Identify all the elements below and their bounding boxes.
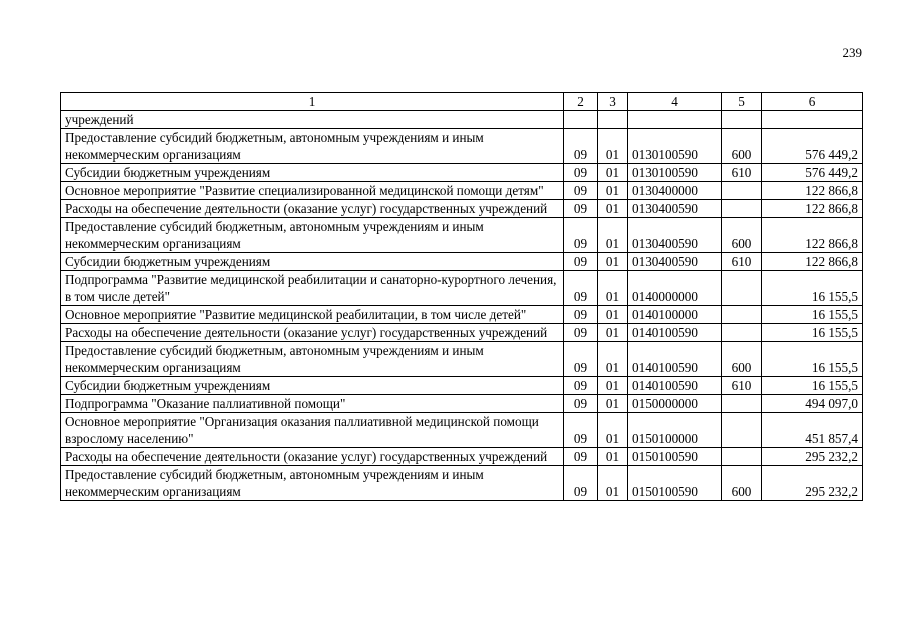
amount: 16 155,5 [762,324,863,342]
subsection-code: 01 [598,253,628,271]
subsection-code: 01 [598,200,628,218]
table-row [61,377,863,395]
section-code: 09 [564,448,598,466]
column-header-6: 6 [762,93,863,111]
amount: 16 155,5 [762,377,863,395]
expense-type-code: 610 [722,164,762,182]
subsection-code: 01 [598,164,628,182]
subsection-code: 01 [598,413,628,448]
table-row [61,324,863,342]
row-description: Основное мероприятие "Развитие медицинской реабилитации, в том числе детей" [61,306,564,324]
target-article-code: 0130400590 [628,200,722,218]
subsection-code: 01 [598,182,628,200]
table-row [61,129,863,164]
expense-type-code: 600 [722,129,762,164]
table-row [61,164,863,182]
amount: 295 232,2 [762,448,863,466]
row-description: учреждений [61,111,564,129]
amount: 16 155,5 [762,342,863,377]
expense-type-code [722,182,762,200]
budget-table [60,92,863,501]
row-description: Предоставление субсидий бюджетным, автономным учреждениям и иным некоммерческим организациям [61,129,564,164]
target-article-code: 0130100590 [628,129,722,164]
section-code: 09 [564,342,598,377]
section-code: 09 [564,306,598,324]
row-description: Расходы на обеспечение деятельности (оказание услуг) государственных учреждений [61,200,564,218]
target-article-code: 0130400000 [628,182,722,200]
amount: 16 155,5 [762,306,863,324]
amount: 16 155,5 [762,271,863,306]
subsection-code: 01 [598,377,628,395]
amount: 576 449,2 [762,129,863,164]
section-code: 09 [564,413,598,448]
target-article-code: 0150000000 [628,395,722,413]
subsection-code: 01 [598,448,628,466]
subsection-code [598,111,628,129]
target-article-code: 0140000000 [628,271,722,306]
expense-type-code: 600 [722,466,762,501]
column-header-3: 3 [598,93,628,111]
row-description: Основное мероприятие "Организация оказания паллиативной медицинской помощи взрослому населению" [61,413,564,448]
column-header-1: 1 [61,93,564,111]
amount: 295 232,2 [762,466,863,501]
row-description: Предоставление субсидий бюджетным, автономным учреждениям и иным некоммерческим организациям [61,342,564,377]
expense-type-code [722,395,762,413]
target-article-code: 0150100590 [628,448,722,466]
row-description: Предоставление субсидий бюджетным, автономным учреждениям и иным некоммерческим организациям [61,218,564,253]
subsection-code: 01 [598,395,628,413]
amount: 122 866,8 [762,253,863,271]
target-article-code [628,111,722,129]
subsection-code: 01 [598,342,628,377]
amount: 576 449,2 [762,164,863,182]
subsection-code: 01 [598,129,628,164]
subsection-code: 01 [598,324,628,342]
expense-type-code: 610 [722,377,762,395]
table-row [61,200,863,218]
section-code: 09 [564,200,598,218]
amount [762,111,863,129]
subsection-code: 01 [598,306,628,324]
row-description: Субсидии бюджетным учреждениям [61,377,564,395]
column-header-5: 5 [722,93,762,111]
table-row [61,413,863,448]
subsection-code: 01 [598,271,628,306]
target-article-code: 0140100590 [628,342,722,377]
table-row [61,342,863,377]
table-row [61,466,863,501]
section-code: 09 [564,395,598,413]
row-description: Подпрограмма "Развитие медицинской реабилитации и санаторно-курортного лечения, в том числе детей" [61,271,564,306]
column-header-4: 4 [628,93,722,111]
target-article-code: 0130400590 [628,218,722,253]
expense-type-code: 610 [722,253,762,271]
target-article-code: 0130400590 [628,253,722,271]
target-article-code: 0140100590 [628,324,722,342]
expense-type-code [722,448,762,466]
section-code: 09 [564,164,598,182]
amount: 451 857,4 [762,413,863,448]
table-row [61,218,863,253]
expense-type-code [722,200,762,218]
expense-type-code [722,111,762,129]
table-row [61,306,863,324]
table-row [61,182,863,200]
section-code: 09 [564,253,598,271]
amount: 494 097,0 [762,395,863,413]
row-description: Субсидии бюджетным учреждениям [61,253,564,271]
section-code: 09 [564,324,598,342]
table-row [61,395,863,413]
table-header-row [61,93,863,111]
row-description: Субсидии бюджетным учреждениям [61,164,564,182]
table-row [61,448,863,466]
section-code: 09 [564,129,598,164]
row-description: Основное мероприятие "Развитие специализированной медицинской помощи детям" [61,182,564,200]
section-code: 09 [564,218,598,253]
expense-type-code [722,306,762,324]
column-header-2: 2 [564,93,598,111]
section-code: 09 [564,466,598,501]
amount: 122 866,8 [762,200,863,218]
expense-type-code [722,413,762,448]
subsection-code: 01 [598,218,628,253]
subsection-code: 01 [598,466,628,501]
amount: 122 866,8 [762,182,863,200]
amount: 122 866,8 [762,218,863,253]
row-description: Расходы на обеспечение деятельности (оказание услуг) государственных учреждений [61,448,564,466]
table-row [61,271,863,306]
row-description: Расходы на обеспечение деятельности (оказание услуг) государственных учреждений [61,324,564,342]
row-description: Подпрограмма "Оказание паллиативной помощи" [61,395,564,413]
section-code [564,111,598,129]
target-article-code: 0140100000 [628,306,722,324]
expense-type-code [722,271,762,306]
expense-type-code: 600 [722,342,762,377]
table-row [61,111,863,129]
table-row [61,253,863,271]
section-code: 09 [564,271,598,306]
section-code: 09 [564,377,598,395]
section-code: 09 [564,182,598,200]
page-number: 239 [842,45,862,60]
target-article-code: 0150100590 [628,466,722,501]
row-description: Предоставление субсидий бюджетным, автономным учреждениям и иным некоммерческим организациям [61,466,564,501]
expense-type-code [722,324,762,342]
expense-type-code: 600 [722,218,762,253]
target-article-code: 0130100590 [628,164,722,182]
target-article-code: 0140100590 [628,377,722,395]
target-article-code: 0150100000 [628,413,722,448]
